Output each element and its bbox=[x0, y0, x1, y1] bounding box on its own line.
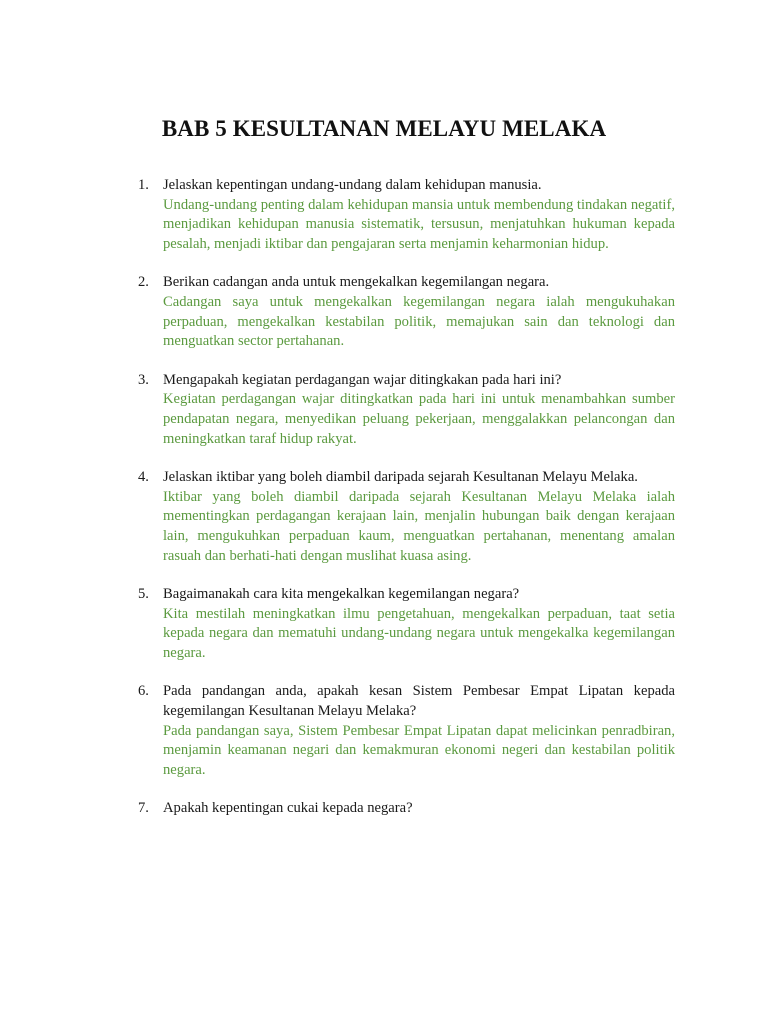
answer-text: Cadangan saya untuk mengekalkan kegemilangan negara ialah mengukuhakan perpaduan, mengekalkan kestabilan politik, memajukan sain dan teknologi dan menguatkan sector pertahanan. bbox=[163, 293, 675, 350]
question-item-7 bbox=[138, 799, 675, 819]
question-text: Jelaskan kepentingan undang-undang dalam kehidupan manusia. bbox=[163, 177, 542, 193]
page-title: BAB 5 KESULTANAN MELAYU MELAKA bbox=[161, 116, 607, 141]
answer-text: Kegiatan perdagangan wajar ditingkatkan pada hari ini untuk menambahkan sumber pendapatan negara, menyedikan peluang pekerjaan, menggalakkan pelancongan dan meningkatkan taraf hidup rakyat. bbox=[163, 391, 675, 447]
question-body bbox=[163, 273, 675, 351]
question-body bbox=[163, 585, 675, 663]
answer-text: Undang-undang penting dalam kehidupan mansia untuk membendung tindakan negatif, menjadikan kehidupan manusia sistematik, tersusun, menjatuhkan hukuman kepada pesalah, menjadi iktibar dan pengajaran serta menjamin keharmonian hidup. bbox=[163, 196, 675, 252]
question-item-6 bbox=[138, 682, 675, 780]
question-text: Berikan cadangan anda untuk mengekalkan kegemilangan negara. bbox=[163, 274, 550, 291]
answer-text: Iktibar yang boleh diambil daripada sejarah Kesultanan Melayu Melaka ialah mementingkan perdagangan kerajaan lain, menjalin hubungan baik dengan kerajaan lain, mengukuhkan perpaduan kaum, menguatkan pertahanan, menentang amalan rasuah dan berhati-hati dengan muslihat kuasa asing. bbox=[163, 488, 675, 564]
question-item-2 bbox=[138, 273, 675, 351]
question-item-5 bbox=[138, 585, 675, 663]
question-body bbox=[163, 682, 675, 780]
question-text: Apakah kepentingan cukai kepada negara? bbox=[163, 800, 413, 817]
question-number: 1. bbox=[138, 177, 149, 193]
question-body bbox=[163, 176, 675, 254]
question-list bbox=[138, 176, 675, 838]
question-text: Mengapakah kegiatan perdagangan wajar ditingkakan pada hari ini? bbox=[163, 371, 562, 388]
question-number: 2. bbox=[138, 274, 149, 291]
question-text: Jelaskan iktibar yang boleh diambil daripada sejarah Kesultanan Melayu Melaka. bbox=[163, 469, 638, 486]
question-body bbox=[163, 799, 675, 819]
answer-text: Pada pandangan saya, Sistem Pembesar Empat Lipatan dapat melicinkan penradbiran, menjamin keamanan negari dan kemakmuran ekonomi negeri dan kestabilan politik negara. bbox=[163, 722, 675, 778]
question-item-1 bbox=[138, 176, 675, 254]
question-item-3 bbox=[138, 371, 675, 449]
question-number: 4. bbox=[138, 469, 149, 486]
question-number: 6. bbox=[138, 683, 149, 700]
answer-text: Kita mestilah meningkatkan ilmu pengetahuan, mengekalkan perpaduan, taat setia kepada negara dan mematuhi undang-undang negara untuk mengekalka kegemilangan negara. bbox=[163, 605, 675, 661]
question-body bbox=[163, 468, 675, 566]
question-text: Pada pandangan anda, apakah kesan Sistem Pembesar Empat Lipatan kepada kegemilangan Kesultanan Melayu Melaka? bbox=[163, 683, 675, 720]
question-number: 7. bbox=[138, 800, 149, 817]
question-text: Bagaimanakah cara kita mengekalkan kegemilangan negara? bbox=[163, 586, 520, 603]
question-number: 5. bbox=[138, 586, 149, 603]
question-item-4 bbox=[138, 468, 675, 566]
question-number: 3. bbox=[138, 371, 149, 388]
question-body bbox=[163, 371, 675, 449]
